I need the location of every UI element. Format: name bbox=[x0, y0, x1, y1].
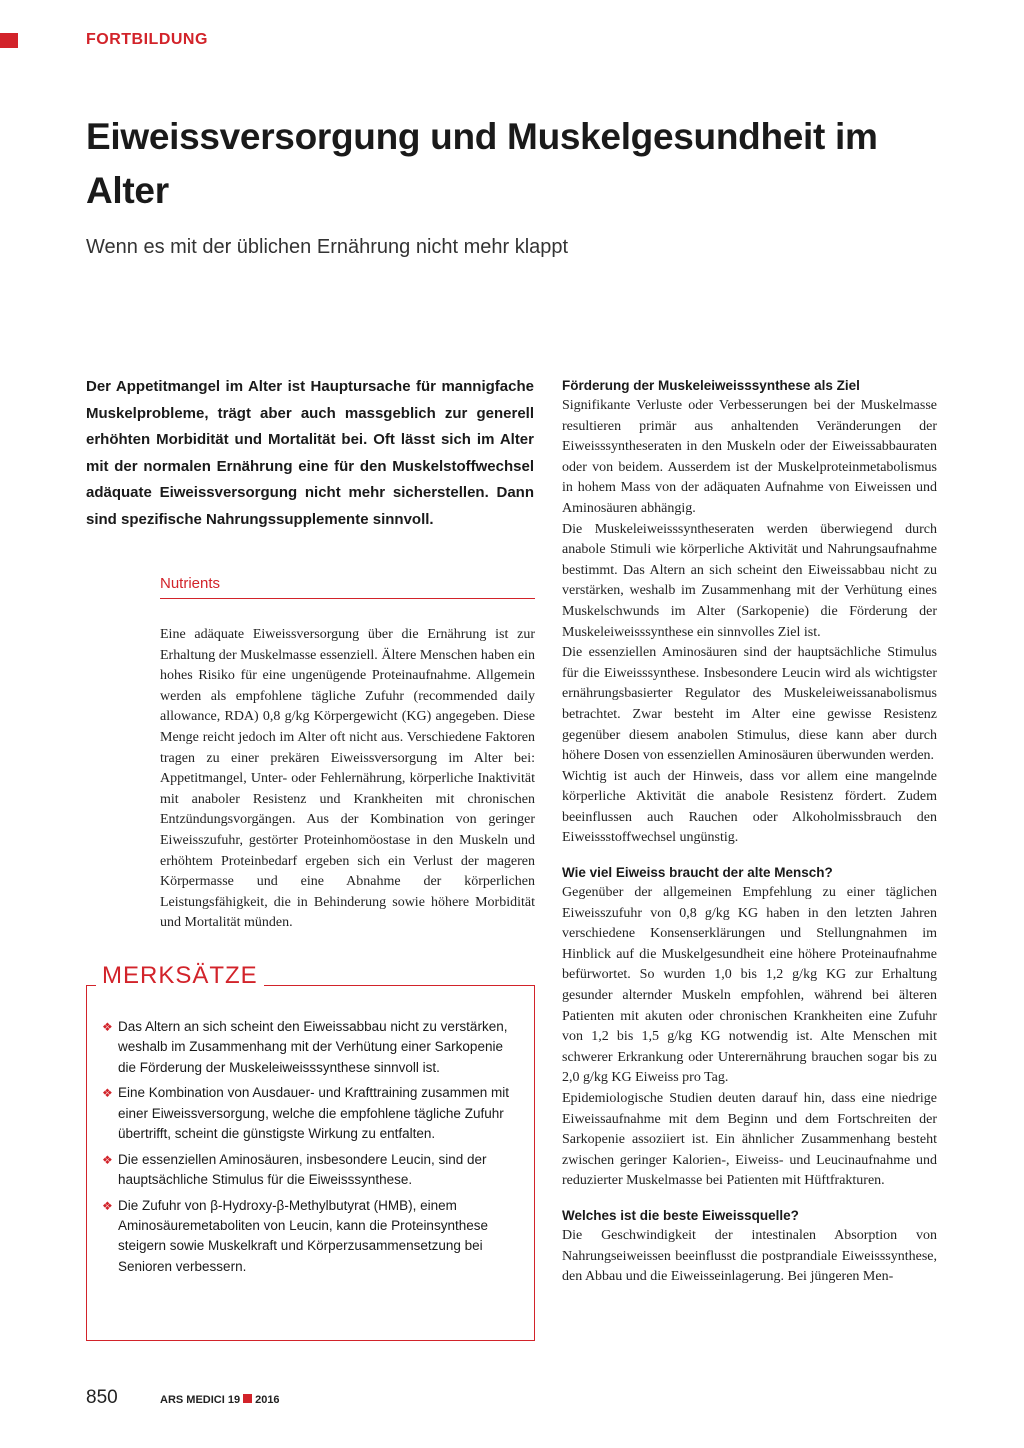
section-heading: Förderung der Muskeleiweisssynthese als Ziel bbox=[562, 378, 860, 393]
section-label: FORTBILDUNG bbox=[86, 31, 208, 48]
body-paragraph: Die essenziellen Aminosäuren sind der hauptsächliche Stimulus für die Eiweisssynthese. Insbesondere Leucin wird als wichtigster ernährungsbasierter Regulator des Muskeleiweissanabolismus betrachtet. Zwar besteht im Alter eine gewisse Resistenz gegenüber diesem anabolen Stimulus, diese kann aber durch höhere Dosen von essenziellen Aminosäuren überwunden werden. bbox=[562, 645, 937, 764]
journal-info bbox=[160, 1394, 280, 1406]
key-point-text: Eine Kombination von Ausdauer- und Krafttraining zusammen mit einer Eiweissversorgung, welche die empfohlene tägliche Zufuhr übertrifft, scheint die günstigste Wirkung zu entfalten. bbox=[118, 1085, 509, 1141]
separator-square-icon bbox=[243, 1394, 252, 1403]
body-paragraph: Die Geschwindigkeit der intestinalen Absorption von Nahrungseiweissen beeinflusst die postprandiale Eiweisssynthese, den Abbau und die Eiweisseinlagerung. Bei jüngeren Men- bbox=[562, 1227, 937, 1285]
key-points-list bbox=[102, 1017, 517, 1283]
key-point-text: Die essenziellen Aminosäuren, insbesondere Leucin, sind der hauptsächliche Stimulus für die Eiweisssynthese. bbox=[118, 1151, 487, 1188]
section-color-marker bbox=[0, 33, 18, 48]
article-title: Eiweissversorgung und Muskelgesundheit im Alter bbox=[86, 116, 878, 211]
diamond-bullet-icon: ❖ bbox=[102, 1020, 113, 1034]
source-heading: Nutrients bbox=[160, 575, 535, 599]
key-point-item bbox=[102, 1017, 517, 1078]
key-point-text: Das Altern an sich scheint den Eiweissabbau nicht zu verstärken, weshalb im Zusammenhang mit der Verhütung einer Sarkopenie die Förderung der Muskeleiweisssynthese sinnvoll ist. bbox=[118, 1019, 508, 1075]
section-heading: Wie viel Eiweiss braucht der alte Mensch? bbox=[562, 865, 833, 881]
journal-name: ARS MEDICI 19 bbox=[160, 1394, 241, 1406]
right-column bbox=[562, 376, 937, 1288]
diamond-bullet-icon: ❖ bbox=[102, 1086, 113, 1101]
article-lead: Der Appetitmangel im Alter ist Hauptursache für mannigfache Muskelprobleme, trägt aber auch massgeblich zur generell erhöhten Morbidität und Mortalität bei. Oft lässt sich im Alter mit der normalen Ernährung eine für den Muskelstoffwechsel adäquate Eiweissversorgung nicht mehr sicherstellen. Dann sind spezifische Nahrungssupplemente sinnvoll. bbox=[86, 378, 534, 528]
body-paragraph: Signifikante Verluste oder Verbesserungen bei der Muskelmasse resultieren primär aus anhaltenden Veränderungen der Eiweisssyntheseraten in den Muskeln oder der Eiweissabbauraten oder von beidem. Ausserdem ist der Muskelproteinmetabolismus in hohem Mass von der adäquaten Aufnahme von Eiweissen und Aminosäuren abhängig. bbox=[562, 398, 937, 516]
key-point-item bbox=[102, 1196, 517, 1277]
diamond-bullet-icon: ❖ bbox=[102, 1152, 113, 1167]
body-paragraph: Die Muskeleiweisssyntheseraten werden überwiegend durch anabole Stimuli wie körperliche Aktivität und Nahrungsaufnahme bestimmt. Das Altern an sich scheint den Eiweissabbau nicht zu verstärken, weshalb im Zusammenhang mit der Verhütung eines Muskelschwunds im Alter (Sarkopenie) die Förderung der Muskeleiweisssynthese ein sinnvolles Ziel ist. bbox=[562, 521, 937, 640]
key-point-item bbox=[102, 1150, 517, 1191]
journal-year: 2016 bbox=[255, 1394, 280, 1406]
body-paragraph: Wichtig ist auch der Hinweis, dass vor allem eine mangelnde körperliche Aktivität die anabole Resistenz fördert. Zudem beeinflussen auch Rauchen oder Alkoholmissbrauch den Eiweissstoffwechsel ungünstig. bbox=[562, 768, 937, 846]
key-point-item bbox=[102, 1083, 517, 1144]
key-points-title: MERKSÄTZE bbox=[96, 962, 264, 990]
diamond-bullet-icon: ❖ bbox=[102, 1198, 113, 1213]
article-subtitle: Wenn es mit der üblichen Ernährung nicht mehr klappt bbox=[86, 236, 569, 258]
body-paragraph: Epidemiologische Studien deuten darauf hin, dass eine niedrige Eiweissaufnahme mit dem Beginn und dem Fortschreiten der Sarkopenie assoziiert ist. Ein ähnlicher Zusammenhang besteht zwischen geringer Kalorien-, Eiweiss- und Leucinaufnahme und reduzierter Muskelmasse bei Patienten mit Hüftfrakturen. bbox=[562, 1091, 937, 1189]
intro-paragraph: Eine adäquate Eiweissversorgung über die Ernährung ist zur Erhaltung der Muskelmasse essenziell. Ältere Menschen haben ein hohes Risiko für eine ungenügende Proteinaufnahme. Allgemein werden als empfohlene tägliche Zufuhr (recommended daily allowance, RDA) 0,8 g/kg Körpergewicht (KG) angegeben. Diese Menge reicht jedoch im Alter oft nicht aus. Verschiedene Faktoren tragen zu einer prekären Eiweissversorgung im Alter bei: Appetitmangel, Unter- oder Fehlernährung, körperliche Inaktivität mit anaboler Resistenz und Krankheiten mit chronischen Entzündungsvorgängen. Aus der Kombination von geringer Eiweisszufuhr, gestörter Proteinhomöostase in den Muskeln und erhöhtem Proteinbedarf ergeben sich ein Verlust der mageren Körpermasse und eine Abnahme der körperlichen Leistungsfähigkeit, die in Behinderung sowie höhere Morbidität und Mortalität münden. bbox=[160, 627, 535, 931]
key-point-text: Die Zufuhr von β-Hydroxy-β-Methylbutyrat (HMB), einem Aminosäuremetaboliten von Leucin, kann die Proteinsynthese steigern sowie Muskelkraft und Körperzusammensetzung bei Senioren verbessern. bbox=[118, 1197, 488, 1274]
page-number: 850 bbox=[86, 1387, 118, 1408]
body-paragraph: Gegenüber der allgemeinen Empfehlung zu einer täglichen Eiweisszufuhr von 0,8 g/kg KG haben in den letzten Jahren verschiedene Konsenserklärungen und Stellungnahmen im Hinblick auf die Muskelgesundheit eine höhere Proteinaufnahme befürwortet. So wurden 1,0 bis 1,2 g/kg KG zur Erhaltung gesunder alternder Muskeln empfohlen, während bei älteren Patienten mit akuten oder chronischen Krankheiten eine Zufuhr von 1,2 bis 1,5 g/kg KG notwendig ist. Alte Menschen mit schwerer Erkrankung oder Unterernährung brauchen sogar bis zu 2,0 g/kg KG Eiweiss pro Tag. bbox=[562, 885, 937, 1086]
section-heading: Welches ist die beste Eiweissquelle? bbox=[562, 1207, 799, 1223]
